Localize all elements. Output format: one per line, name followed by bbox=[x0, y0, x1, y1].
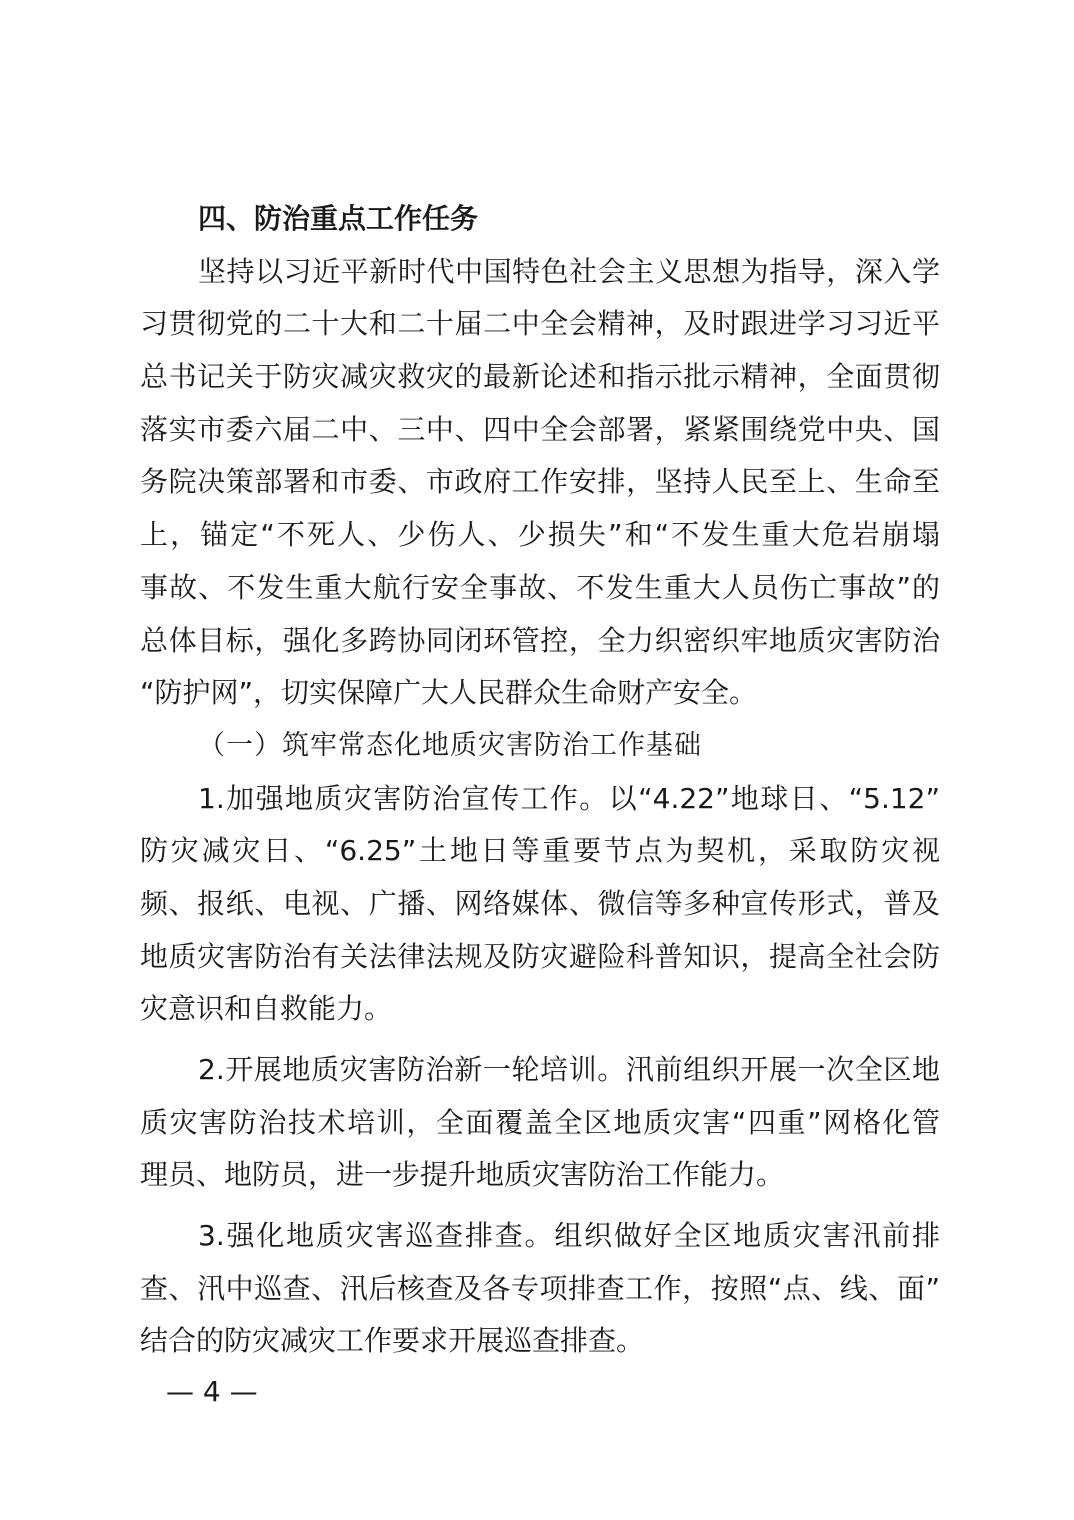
paragraph-line: 3.强化地质灾害巡查排查。组织做好全区地质灾害汛前排 bbox=[198, 1219, 940, 1253]
paragraph-line: 上，锚定“不死人、少伤人、少损失”和“不发生重大危岩崩塌 bbox=[140, 518, 940, 552]
paragraph-line: 灾意识和自救能力。 bbox=[140, 992, 393, 1026]
subsection-heading: （一）筑牢常态化地质灾害防治工作基础 bbox=[198, 729, 702, 761]
section-heading: 四、防治重点工作任务 bbox=[198, 202, 479, 235]
paragraph-line: 防灾减灾日、“6.25”土地日等重要节点为契机，采取防灾视 bbox=[140, 834, 940, 868]
paragraph-line: 事故、不发生重大航行安全事故、不发生重大人员伤亡事故”的 bbox=[140, 570, 940, 604]
document-body bbox=[140, 193, 940, 1368]
page-number: — 4 — bbox=[166, 1375, 258, 1408]
item-3-paragraph bbox=[140, 1210, 940, 1368]
paragraph-line: 习贯彻党的二十大和二十届二中全会精神，及时跟进学习习近平 bbox=[140, 307, 940, 341]
paragraph-line: 1.加强地质灾害防治宣传工作。以“4.22”地球日、“5.12” bbox=[198, 781, 940, 815]
paragraph-line: 频、报纸、电视、广播、网络媒体、微信等多种宣传形式，普及 bbox=[140, 886, 940, 920]
paragraph-line: 地质灾害防治有关法律法规及防灾避险科普知识，提高全社会防 bbox=[140, 939, 940, 973]
paragraph-line: “防护网”，切实保障广大人民群众生命财产安全。 bbox=[140, 676, 758, 710]
paragraph-line: 2.开展地质灾害防治新一轮培训。汛前组织开展一次全区地 bbox=[198, 1053, 940, 1086]
paragraph-line: 务院决策部署和市委、市政府工作安排，坚持人民至上、生命至 bbox=[140, 465, 940, 499]
paragraph-line: 查、汛中巡查、汛后核查及各专项排查工作，按照“点、线、面” bbox=[140, 1271, 940, 1305]
paragraph-line: 落实市委六届二中、三中、四中全会部署，紧紧围绕党中央、国 bbox=[140, 412, 940, 446]
paragraph-line: 总书记关于防灾减灾救灾的最新论述和指示批示精神，全面贯彻 bbox=[140, 360, 940, 394]
paragraph-line: 坚持以习近平新时代中国特色社会主义思想为指导，深入学 bbox=[198, 254, 940, 288]
item-2-paragraph bbox=[140, 1044, 940, 1202]
paragraph-line: 理员、地防员，进一步提升地质灾害防治工作能力。 bbox=[140, 1158, 785, 1192]
item-1-paragraph bbox=[140, 773, 940, 1036]
paragraph-line: 总体目标，强化多跨协同闭环管控，全力织密织牢地质灾害防治 bbox=[140, 623, 940, 657]
intro-paragraph bbox=[140, 246, 940, 720]
paragraph-line: 质灾害防治技术培训，全面覆盖全区地质灾害“四重”网格化管 bbox=[140, 1105, 940, 1139]
paragraph-line: 结合的防灾减灾工作要求开展巡查排查。 bbox=[140, 1324, 645, 1358]
